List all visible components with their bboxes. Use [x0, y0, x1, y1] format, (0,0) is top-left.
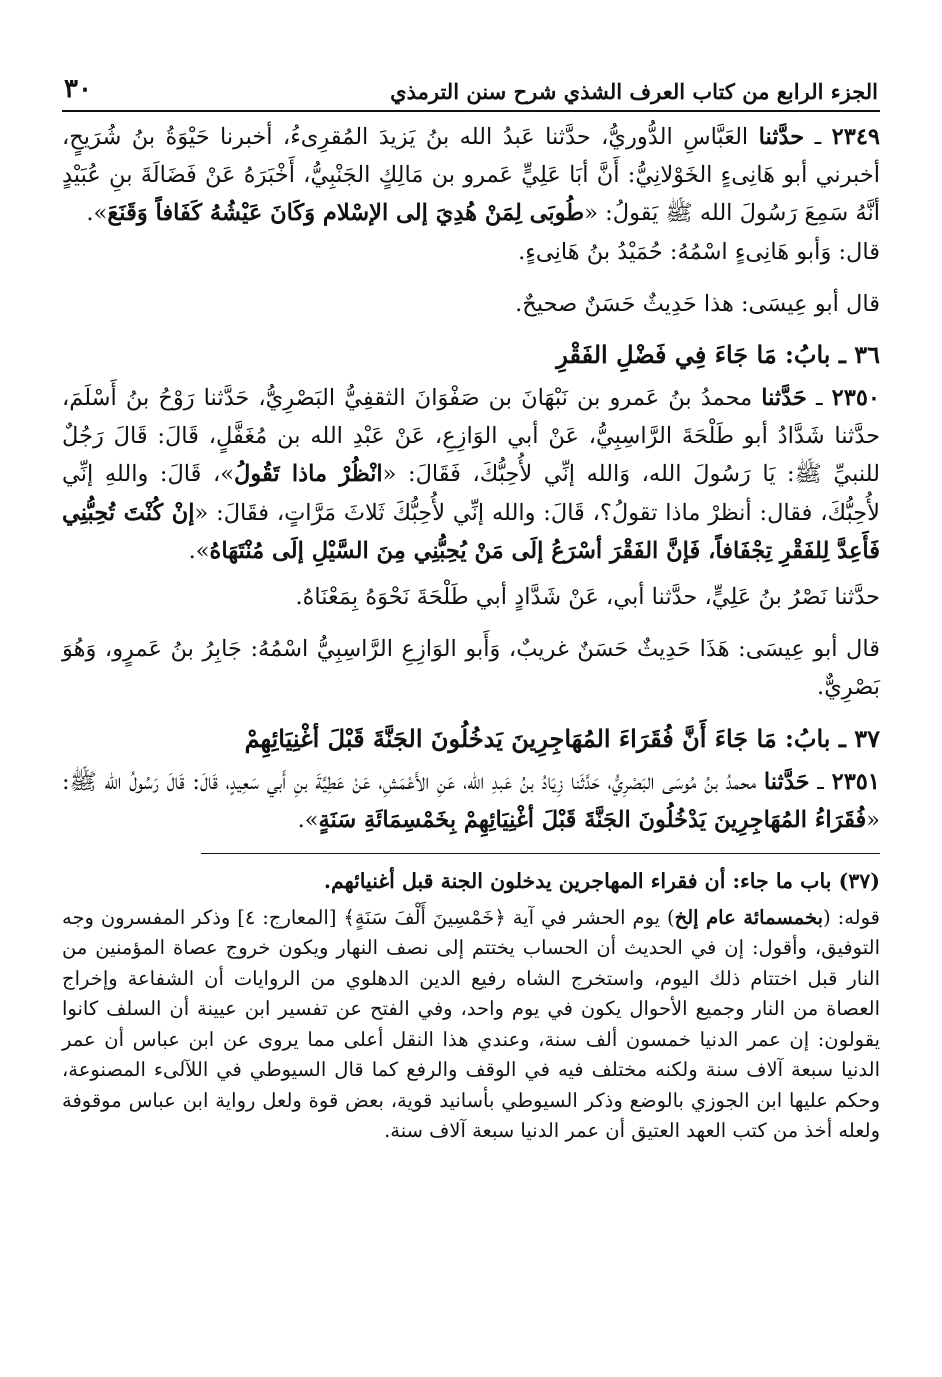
running-header	[62, 72, 880, 112]
hadith-quote: طُوبَى لِمَنْ هُدِيَ إلى الإسْلام وَكَانَ عَيْشُهُ كَفَافاً وَقَنَعَ	[107, 200, 585, 227]
commentary-heading: (٣٧) باب ما جاء: أن فقراء المهاجرين يدخلون الجنة قبل أغنيائهم.	[323, 869, 880, 894]
hadith-number: ٢٣٥١	[831, 768, 880, 795]
hadith-number: ٢٣٤٩	[831, 124, 880, 150]
commentary-intro: قوله: (	[823, 905, 880, 929]
hadith-lead: حَدَّثنا	[763, 768, 810, 795]
page-number: ٣٠	[64, 74, 92, 104]
hadith-2351: ٢٣٥١ ـ حَدَّثنا محمدُ بنُ مُوسَى البَصْرِيُّ، حَدَّثَنا زِيَادُ بنُ عَبدِ الله، عَنِ الأَعْمَشِ، عَنْ عَطِيَّةَ بنِ أَبي سَعِيدٍ، قَالَ: قَالَ رَسُولُ الله ﷺ: «فُقَرَاءُ المُهَاجِرِينَ يَدْخُلُونَ الجَنَّةَ قَبْلَ أغْنِيَائِهِمْ بِخَمْسِمَائَةِ سَنَةٍ».	[62, 768, 880, 833]
header-title: الجزء الرابع من كتاب العرف الشذي شرح سنن الترمذي	[390, 79, 878, 104]
hadith-2349: ٢٣٤٩ ـ حدَّثنا العَبَّاسِ الدُّوريُّ، حدَّثنا عَبدُ الله بنُ يَزيدَ المُقرِىءُ، أخبرنا حَيْوَةُ بنُ شُرَيحٍ، أخبرني أبو هَانِىءٍ الخَوْلانِيُّ: أَنَّ أبَا عَلِيٍّ عَمرو بن مَالِكٍ الجَنْبِيُّ، أَخْبَرَهُ عَنْ فَضَالَةَ بنِ عُبَيْدٍ أنَّهُ سَمِعَ رَسُولَ الله ﷺ يَقولُ: «طُوبَى لِمَنْ هُدِيَ إلى الإسْلام وَكَانَ عَيْشُهُ كَفَافاً وَقَنَعَ». قال: وَأبو هَانِىءٍ اسْمُهُ: حُمَيْدُ بنُ هَانِىءٍ.	[62, 124, 880, 265]
hadith-text-end: ».	[297, 806, 319, 833]
hadith-grade: قال أبو عِيسَى: هذا حَدِيثٌ حَسَنٌ صحيحٌ.	[515, 290, 880, 317]
commentary-section	[62, 866, 880, 1147]
footnote-divider	[201, 853, 880, 854]
commentary-body: ) يوم الحشر في آية ﴿خَمْسِينَ أَلْفَ سَنَةٍ﴾ [المعارج: ٤] وذكر المفسرون وجه التوفيق، وأقول: إن في الحديث أن الحساب يختتم إلى نصف النهار ويكون خروج عصاة المؤمنين من النار قبل اختتام ذلك اليوم، واستخرج الشاه رفيع الدين الدهلوي من الروايات أن الشفاعة وإخراج العصاة من النار وجميع الأحوال يكون في يوم واحد، وفي الفتح عن تفسير ابن عيينة أن السلف كانوا يقولون: إن عمر الدنيا خمسون ألف سنة، وعندي هذا النقل أعلى مما يروى عن ابن عباس أن عمر الدنيا سبعة آلاف سنة ولكنه مختلف فيه في الوقف والرفع كما قال السيوطي في اللآلىء المصنوعة، وحكم عليها ابن الجوزي بالوضع وذكر السيوطي بأسانيد قوية، بعض قوة ولعل رواية ابن عباس موقوفة ولعله أخذ من كتب العهد العتيق أن عمر الدنيا سبعة آلاف سنة.	[62, 905, 880, 1143]
hadith-text-end: ».	[86, 200, 108, 227]
chapter-heading-36: ٣٦ ـ بابُ: مَا جَاءَ فِي فَضْلِ الفَقْرِ	[556, 340, 880, 370]
hadith-text: محمدُ بنُ عَمرو بن نَبْهَانَ بن صَفْوَانَ الثقفِيُّ البَصْرِيُّ، حَدَّثنا رَوْحُ بنُ أَسْلَمَ، حدَّثنا شَدَّادُ أبو طَلْحَةَ الرَّاسِبِيُّ، عَنْ أبي الوَازِعِ، عَنْ عَبْدِ الله بن مُغَفَّلٍ، قَالَ: قَالَ رَجُلٌ للنبيِّ ﷺ: يَا رَسُولَ الله، وَالله إنِّي لأُحِبُّكَ، فَقَالَ: «	[62, 385, 880, 488]
commentary-text	[62, 903, 880, 1147]
hadith-quote: إنْ كُنْتَ تُحِبُّنِي فَأَعِدَّ لِلفَقْرِ تِجْفَافاً، فَإنَّ الفَقْرَ أسْرَعُ إلَى مَنْ يُحِبُّنِي مِنَ السَّيْلِ إلَى مُنْتَهَاهُ	[62, 499, 880, 564]
hadith-chain: حدَّثنا نَصْرُ بنُ عَلِيٍّ، حدَّثنا أبي، عَنْ شَدَّادٍ أبي طَلْحَةَ نَحْوَهُ بِمَعْنَاهُ.	[295, 584, 880, 611]
hadith-text: العَبَّاسِ الدُّوريُّ، حدَّثنا عَبدُ الله بنُ يَزيدَ المُقرِىءُ، أخبرنا حَيْوَةُ بنُ شُرَيحٍ، أخبرني أبو هَانِىءٍ الخَوْلانِيُّ: أَنَّ أبَا عَلِيٍّ عَمرو بن مَالِكٍ الجَنْبِيُّ، أَخْبَرَهُ عَنْ فَضَالَةَ بنِ عُبَيْدٍ أنَّهُ سَمِعَ رَسُولَ الله ﷺ يَقولُ: «	[62, 124, 880, 227]
hadith-text-end: ».	[188, 537, 210, 564]
hadith-quote: فُقَرَاءُ المُهَاجِرِينَ يَدْخُلُونَ الجَنَّةَ قَبْلَ أغْنِيَائِهِمْ بِخَمْسِمَائَةِ سَنَةٍ	[318, 806, 867, 833]
hadith-quote: انْظُرْ ماذا تَقُولُ	[234, 461, 383, 488]
hadith-lead: حَدَّثنا	[761, 385, 807, 412]
hadith-note: قال: وَأبو هَانِىءٍ اسْمُهُ: حُمَيْدُ بنُ هَانِىءٍ.	[518, 238, 880, 265]
hadith-grade: قال أبو عِيسَى: هَذَا حَدِيثٌ حَسَنٌ غريبٌ، وَأَبو الوَازِعِ الرَّاسِبِيُّ اسْمُهُ: جَابِرُ بنُ عَمرٍو، وَهُوَ بَصْرِيٌّ.	[62, 636, 880, 701]
hadith-2350: ٢٣٥٠ ـ حَدَّثنا محمدُ بنُ عَمرو بن نَبْهَانَ بن صَفْوَانَ الثقفِيُّ البَصْرِيُّ، حَدَّثنا رَوْحُ بنُ أَسْلَمَ، حدَّثنا شَدَّادُ أبو طَلْحَةَ الرَّاسِبِيُّ، عَنْ أبي الوَازِعِ، عَنْ عَبْدِ الله بن مُغَفَّلٍ، قَالَ: قَالَ رَجُلٌ للنبيِّ ﷺ: يَا رَسُولَ الله، وَالله إنِّي لأُحِبُّكَ، فَقَالَ: «انْظُرْ ماذا تَقُولُ»، قَالَ: واللهِ إنِّي لأُحِبُّكَ، فقال: أنظرْ ماذا تقولُ؟، قَالَ: والله إنِّي لأُحِبُّكَ ثَلاثَ مَرَّاتٍ، فقَالَ: «إنْ كُنْتَ تُحِبُّنِي فَأَعِدَّ لِلفَقْرِ تِجْفَافاً، فَإنَّ الفَقْرَ أسْرَعُ إلَى مَنْ يُحِبُّنِي مِنَ السَّيْلِ إلَى مُنْتَهَاهُ».	[62, 385, 881, 564]
hadith-text-middle: »، قَالَ: واللهِ إنِّي لأُحِبُّكَ، فقال: أنظرْ ماذا تقولُ؟، قَالَ: والله إنِّي لأُحِبُّكَ ثَلاثَ مَرَّاتٍ، فقَالَ: «	[62, 461, 881, 526]
chapter-heading-37: ٣٧ ـ بابُ: مَا جَاءَ أَنَّ فُقَرَاءَ المُهَاجِرِينَ يَدخُلُونَ الجَنَّةَ قَبْلَ أغْنِيَائِهِمْ	[244, 723, 880, 753]
main-text	[62, 118, 880, 839]
hadith-text: محمدُ بنُ مُوسَى البَصْرِيُّ، حَدَّثَنا زِيَادُ بنُ عَبدِ الله، عَنِ الأَعْمَشِ، عَنْ عَطِيَّةَ بنِ أَبي سَعِيدٍ، قَالَ: قَالَ رَسُولُ الله ﷺ: «	[62, 768, 880, 833]
hadith-number: ٢٣٥٠	[831, 385, 880, 412]
commentary-phrase: بخمسمائة عام إلخ	[674, 905, 824, 929]
hadith-lead: حدَّثنا	[758, 124, 805, 150]
